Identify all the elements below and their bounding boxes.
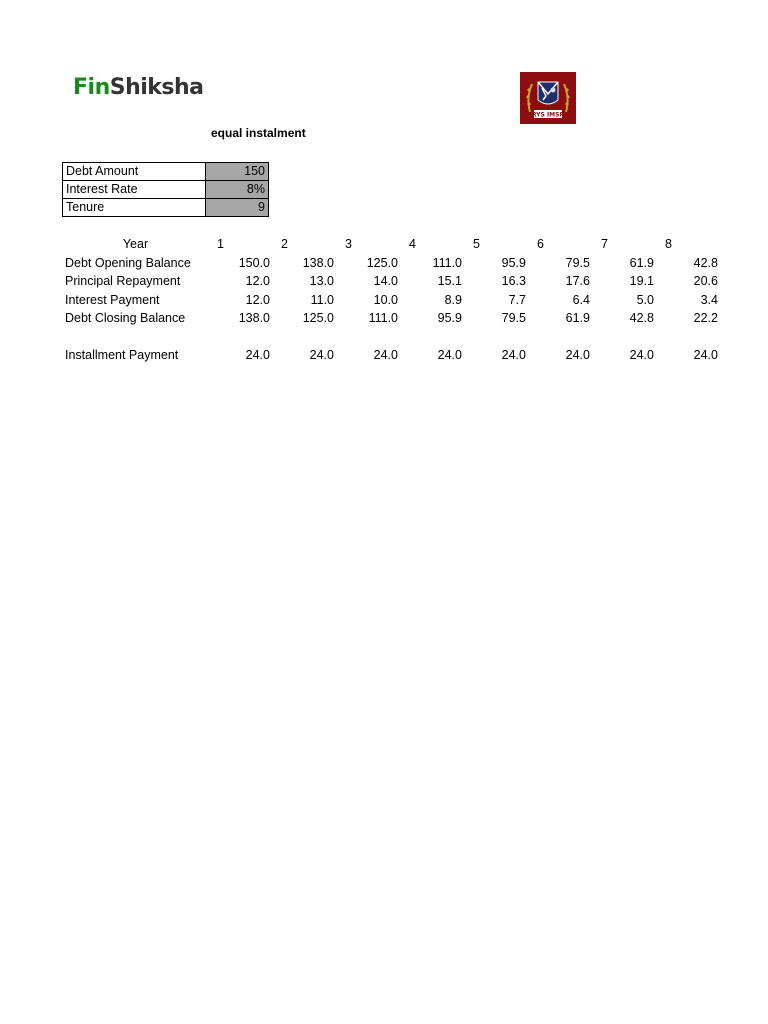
page-subtitle: equal instalment (211, 126, 306, 140)
input-row-tenure (63, 199, 269, 217)
value-cell: 125.0 (366, 255, 398, 270)
value-cell: 12.0 (245, 292, 270, 307)
value-cell: 150.0 (238, 255, 270, 270)
year-cell: 7 (601, 237, 608, 251)
institute-crest-icon (520, 72, 576, 124)
value-cell: 42.8 (629, 311, 654, 325)
crest-text: RYS IMSR (531, 111, 565, 119)
table-row-closing-balance (62, 309, 721, 328)
year-cell: 6 (537, 237, 544, 251)
value-cell: 6.4 (572, 292, 590, 307)
input-row-interest-rate (63, 181, 269, 199)
value-cell: 24.0 (437, 348, 462, 362)
table-row-installment-payment (62, 346, 721, 365)
value-cell: 24.0 (309, 348, 334, 362)
inputs-table (62, 162, 269, 217)
year-cell: 5 (473, 237, 480, 251)
row-label: Installment Payment (65, 348, 179, 362)
value-cell: 42.8 (693, 255, 718, 270)
finshiksha-logo (73, 73, 204, 103)
value-cell: 19.1 (629, 274, 654, 288)
value-cell: 20.6 (693, 274, 718, 288)
value-cell: 22.2 (693, 311, 718, 325)
year-cell: 4 (409, 237, 416, 251)
value-cell: 3.4 (700, 292, 718, 307)
year-cell: 8 (665, 237, 672, 251)
value-cell: 111.0 (432, 255, 462, 270)
year-cell: 2 (281, 237, 288, 251)
input-label: Interest Rate (63, 181, 206, 199)
value-cell: 12.0 (245, 274, 270, 288)
table-row-principal-repayment (62, 272, 721, 291)
input-value[interactable]: 8% (206, 181, 269, 199)
value-cell: 14.0 (373, 274, 398, 288)
year-cell: 1 (217, 237, 224, 251)
year-cell: 3 (345, 237, 352, 251)
spacer-cell (62, 328, 721, 347)
value-cell: 138.0 (238, 311, 270, 325)
value-cell: 7.7 (508, 292, 526, 307)
value-cell: 61.9 (629, 255, 654, 270)
value-cell: 24.0 (501, 348, 526, 362)
value-cell: 24.0 (245, 348, 270, 362)
value-cell: 125.0 (302, 311, 334, 325)
value-cell: 11.0 (310, 292, 334, 307)
value-cell: 138.0 (302, 255, 334, 270)
row-label: Debt Closing Balance (65, 311, 186, 325)
logo-shiksha-text: Shiksha (109, 75, 204, 100)
input-label: Tenure (63, 199, 206, 217)
repayment-schedule-table (62, 235, 721, 365)
value-cell: 10.0 (373, 292, 398, 307)
input-value[interactable]: 9 (206, 199, 269, 217)
value-cell: 17.6 (565, 274, 590, 288)
value-cell: 79.5 (565, 255, 590, 270)
value-cell: 79.5 (501, 311, 526, 325)
value-cell: 111.0 (368, 311, 398, 325)
value-cell: 95.9 (437, 311, 462, 325)
value-cell: 24.0 (373, 348, 398, 362)
value-cell: 13.0 (309, 274, 334, 288)
row-label: Interest Payment (65, 292, 160, 307)
input-value[interactable]: 150 (206, 163, 269, 181)
year-header-row (62, 235, 721, 254)
logo-fin-text: Fin (73, 75, 110, 100)
value-cell: 5.0 (636, 292, 654, 307)
value-cell: 24.0 (693, 348, 718, 362)
table-row-interest-payment (62, 291, 721, 310)
crest-graphic (520, 72, 576, 124)
value-cell: 95.9 (501, 255, 526, 270)
value-cell: 16.3 (501, 274, 526, 288)
row-label: Debt Opening Balance (65, 255, 191, 270)
value-cell: 24.0 (629, 348, 654, 362)
value-cell: 61.9 (565, 311, 590, 325)
input-row-debt-amount (63, 163, 269, 181)
value-cell: 8.9 (444, 292, 462, 307)
value-cell: 24.0 (565, 348, 590, 362)
year-header-label: Year (122, 237, 149, 251)
input-label: Debt Amount (63, 163, 206, 181)
value-cell: 15.1 (437, 274, 462, 288)
row-label: Principal Repayment (65, 274, 181, 288)
spacer-row (62, 328, 721, 347)
table-row-opening-balance (62, 254, 721, 273)
